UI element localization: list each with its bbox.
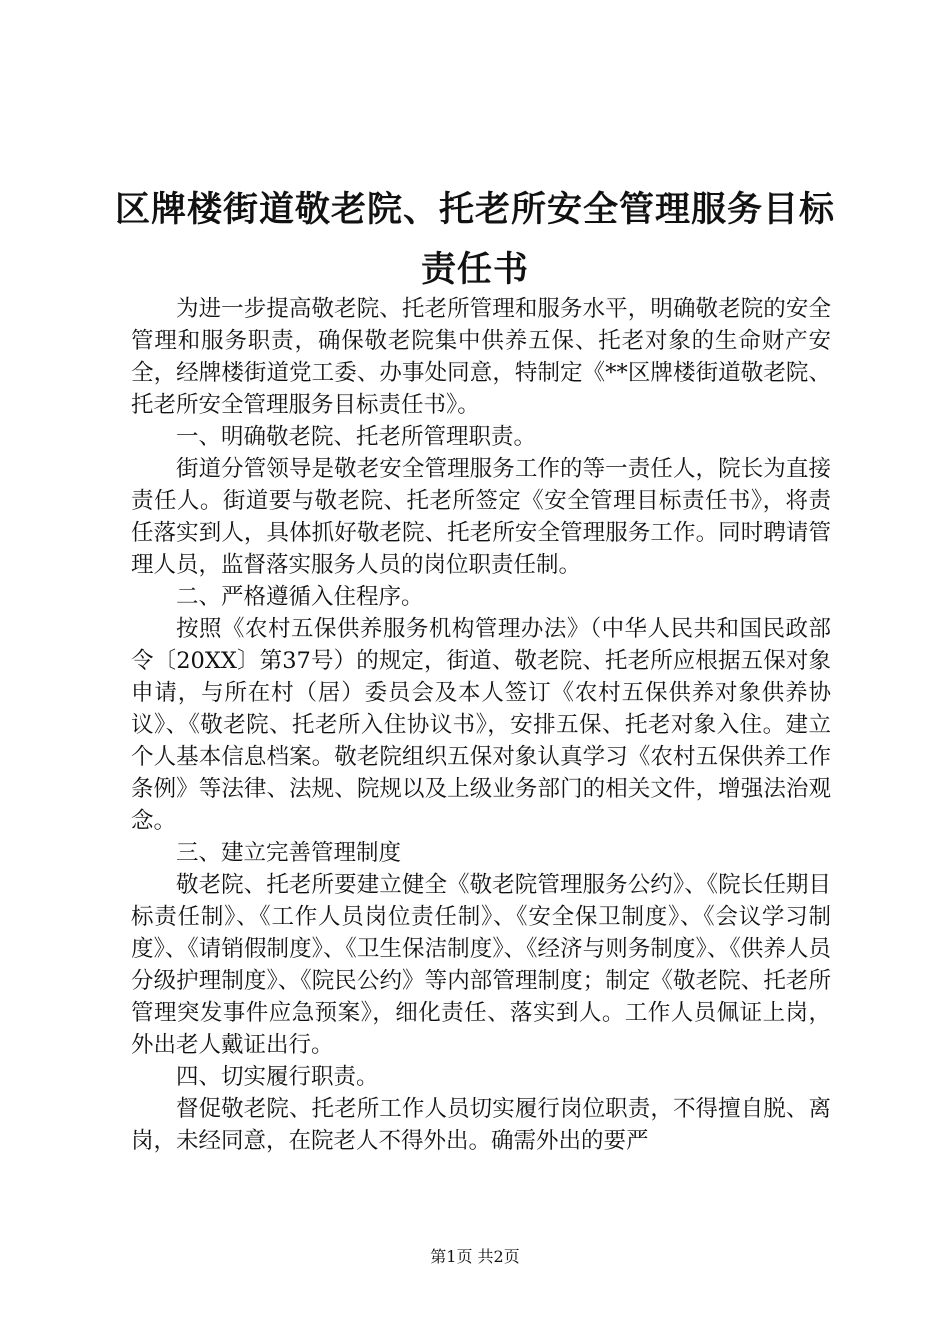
document-title-line-2: 责任书 xyxy=(420,250,529,290)
paragraph-intro: 为进一步提高敬老院、托老所管理和服务水平，明确敬老院的安全管理和服务职责，确保敬老院集中供养五保、托老对象的生命财产安全，经牌楼街道党工委、办事处同意，特制定《**区牌楼街道敬老院、托老所安全管理服务目标责任书》。 xyxy=(131,296,831,418)
paragraph-section-2: 按照《农村五保供养服务机构管理办法》（中华人民共和国民政部令〔20XX〕第37号）的规定，街道、敬老院、托老所应根据五保对象申请，与所在村（居）委员会及本人签订《农村五保供养对象供养协议》、《敬老院、托老所入住协议书》，安排五保、托老对象入住。建立个人基本信息档案。敬老院组织五保对象认真学习《农村五保供养工作条例》等法律、法规、院规以及上级业务部门的相关文件，增强法治观念。 xyxy=(131,616,831,834)
paragraph-section-1: 街道分管领导是敬老安全管理服务工作的等一责任人，院长为直接责任人。街道要与敬老院、托老所签定《安全管理目标责任书》，将责任落实到人，具体抓好敬老院、托老所安全管理服务工作。同时聘请管理人员，监督落实服务人员的岗位职责任制。 xyxy=(131,456,831,578)
paragraph-section-3: 敬老院、托老所要建立健全《敬老院管理服务公约》、《院长任期目标责任制》、《工作人员岗位责任制》、《安全保卫制度》、《会议学习制度》、《请销假制度》、《卫生保洁制度》、《经济与则务制度》、《供养人员分级护理制度》、《院民公约》等内部管理制度；制定《敬老院、托老所管理突发事件应急预案》，细化责任、落实到人。工作人员佩证上岗，外出老人戴证出行。 xyxy=(131,872,831,1058)
document-body xyxy=(131,293,831,1157)
section-heading-3: 三、建立完善管理制度 xyxy=(176,840,402,866)
section-heading-4: 四、切实履行职责。 xyxy=(176,1064,379,1090)
section-heading-2: 二、严格遵循入住程序。 xyxy=(176,584,424,610)
section-heading-1: 一、明确敬老院、托老所管理职责。 xyxy=(176,424,537,450)
page-footer: 第1页 共2页 xyxy=(430,1247,520,1266)
document-title-line-1: 区牌楼街道敬老院、托老所安全管理服务目标 xyxy=(114,190,835,230)
paragraph-section-4: 督促敬老院、托老所工作人员切实履行岗位职责，不得擅自脱、离岗，未经同意，在院老人不得外出。确需外出的要严 xyxy=(131,1096,831,1154)
